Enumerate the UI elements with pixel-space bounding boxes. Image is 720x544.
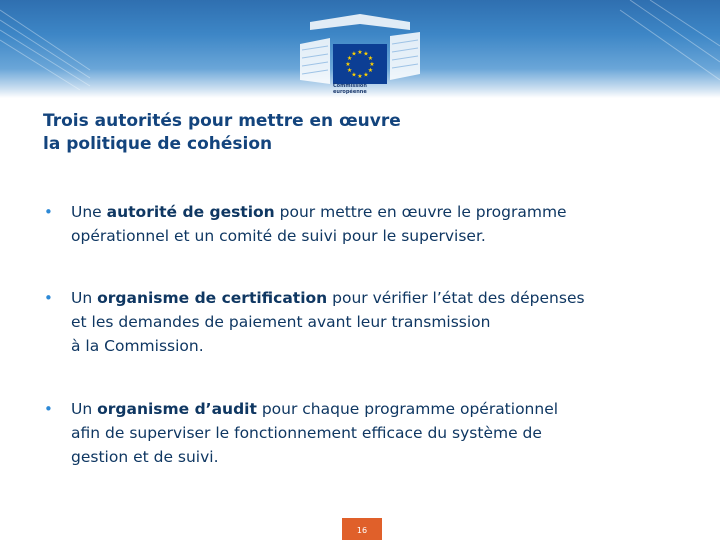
bullet-icon: • (44, 400, 53, 418)
bullet-prefix: Un (71, 400, 98, 418)
eu-star-icon: ★ (346, 67, 353, 74)
eu-star-icon: ★ (363, 71, 369, 79)
eu-star-icon: ★ (363, 50, 369, 58)
bullet-bold: organisme de certification (97, 289, 328, 307)
slide-title-line1: Trois autorités pour mettre en œuvre (43, 111, 401, 131)
bullet-prefix: Un (71, 289, 98, 307)
bullet-line1 (71, 286, 691, 310)
eu-star-icon: ★ (351, 50, 357, 58)
bullet-line1 (71, 397, 691, 421)
eu-star-icon: ★ (367, 55, 374, 62)
bullet-rest: pour mettre en œuvre le programme (274, 203, 567, 221)
bullet-line2: et les demandes de paiement avant leur transmission (71, 313, 491, 331)
bullet-line3: à la Commission. (71, 337, 204, 355)
bullet-bold: autorité de gestion (106, 203, 275, 221)
bullet-rest: pour chaque programme opérationnel (256, 400, 559, 418)
bullet-icon: • (44, 203, 53, 221)
eu-star-icon: ★ (346, 55, 353, 62)
logo-caption (333, 83, 393, 95)
bullet-line1 (71, 200, 691, 224)
eu-star-icon: ★ (357, 73, 363, 80)
eu-star-icon: ★ (367, 67, 374, 74)
bullet-bold: organisme d’audit (97, 400, 257, 418)
bullet-rest: pour vérifier l’état des dépenses (327, 289, 585, 307)
eu-star-icon: ★ (345, 61, 351, 68)
eu-star-icon: ★ (351, 71, 357, 79)
eu-stars-icon (333, 44, 387, 84)
bullet-line2: afin de superviser le fonctionnement efficace du système de (71, 424, 542, 442)
bullet-line2: opérationnel et un comité de suivi pour le superviser. (71, 227, 486, 245)
eu-star-icon: ★ (369, 61, 375, 68)
eu-star-icon: ★ (357, 49, 363, 56)
bullet-prefix: Une (71, 203, 107, 221)
slide-title (43, 110, 643, 156)
eu-flag-logo (333, 44, 387, 84)
logo-caption-line1: Commission (333, 83, 367, 89)
logo-caption-line2: européenne (333, 89, 367, 95)
bullet-line3: gestion et de suivi. (71, 448, 219, 466)
bullet-icon: • (44, 289, 53, 307)
slide-title-line2: la politique de cohésion (43, 134, 273, 154)
page-number: 16 (342, 518, 382, 540)
